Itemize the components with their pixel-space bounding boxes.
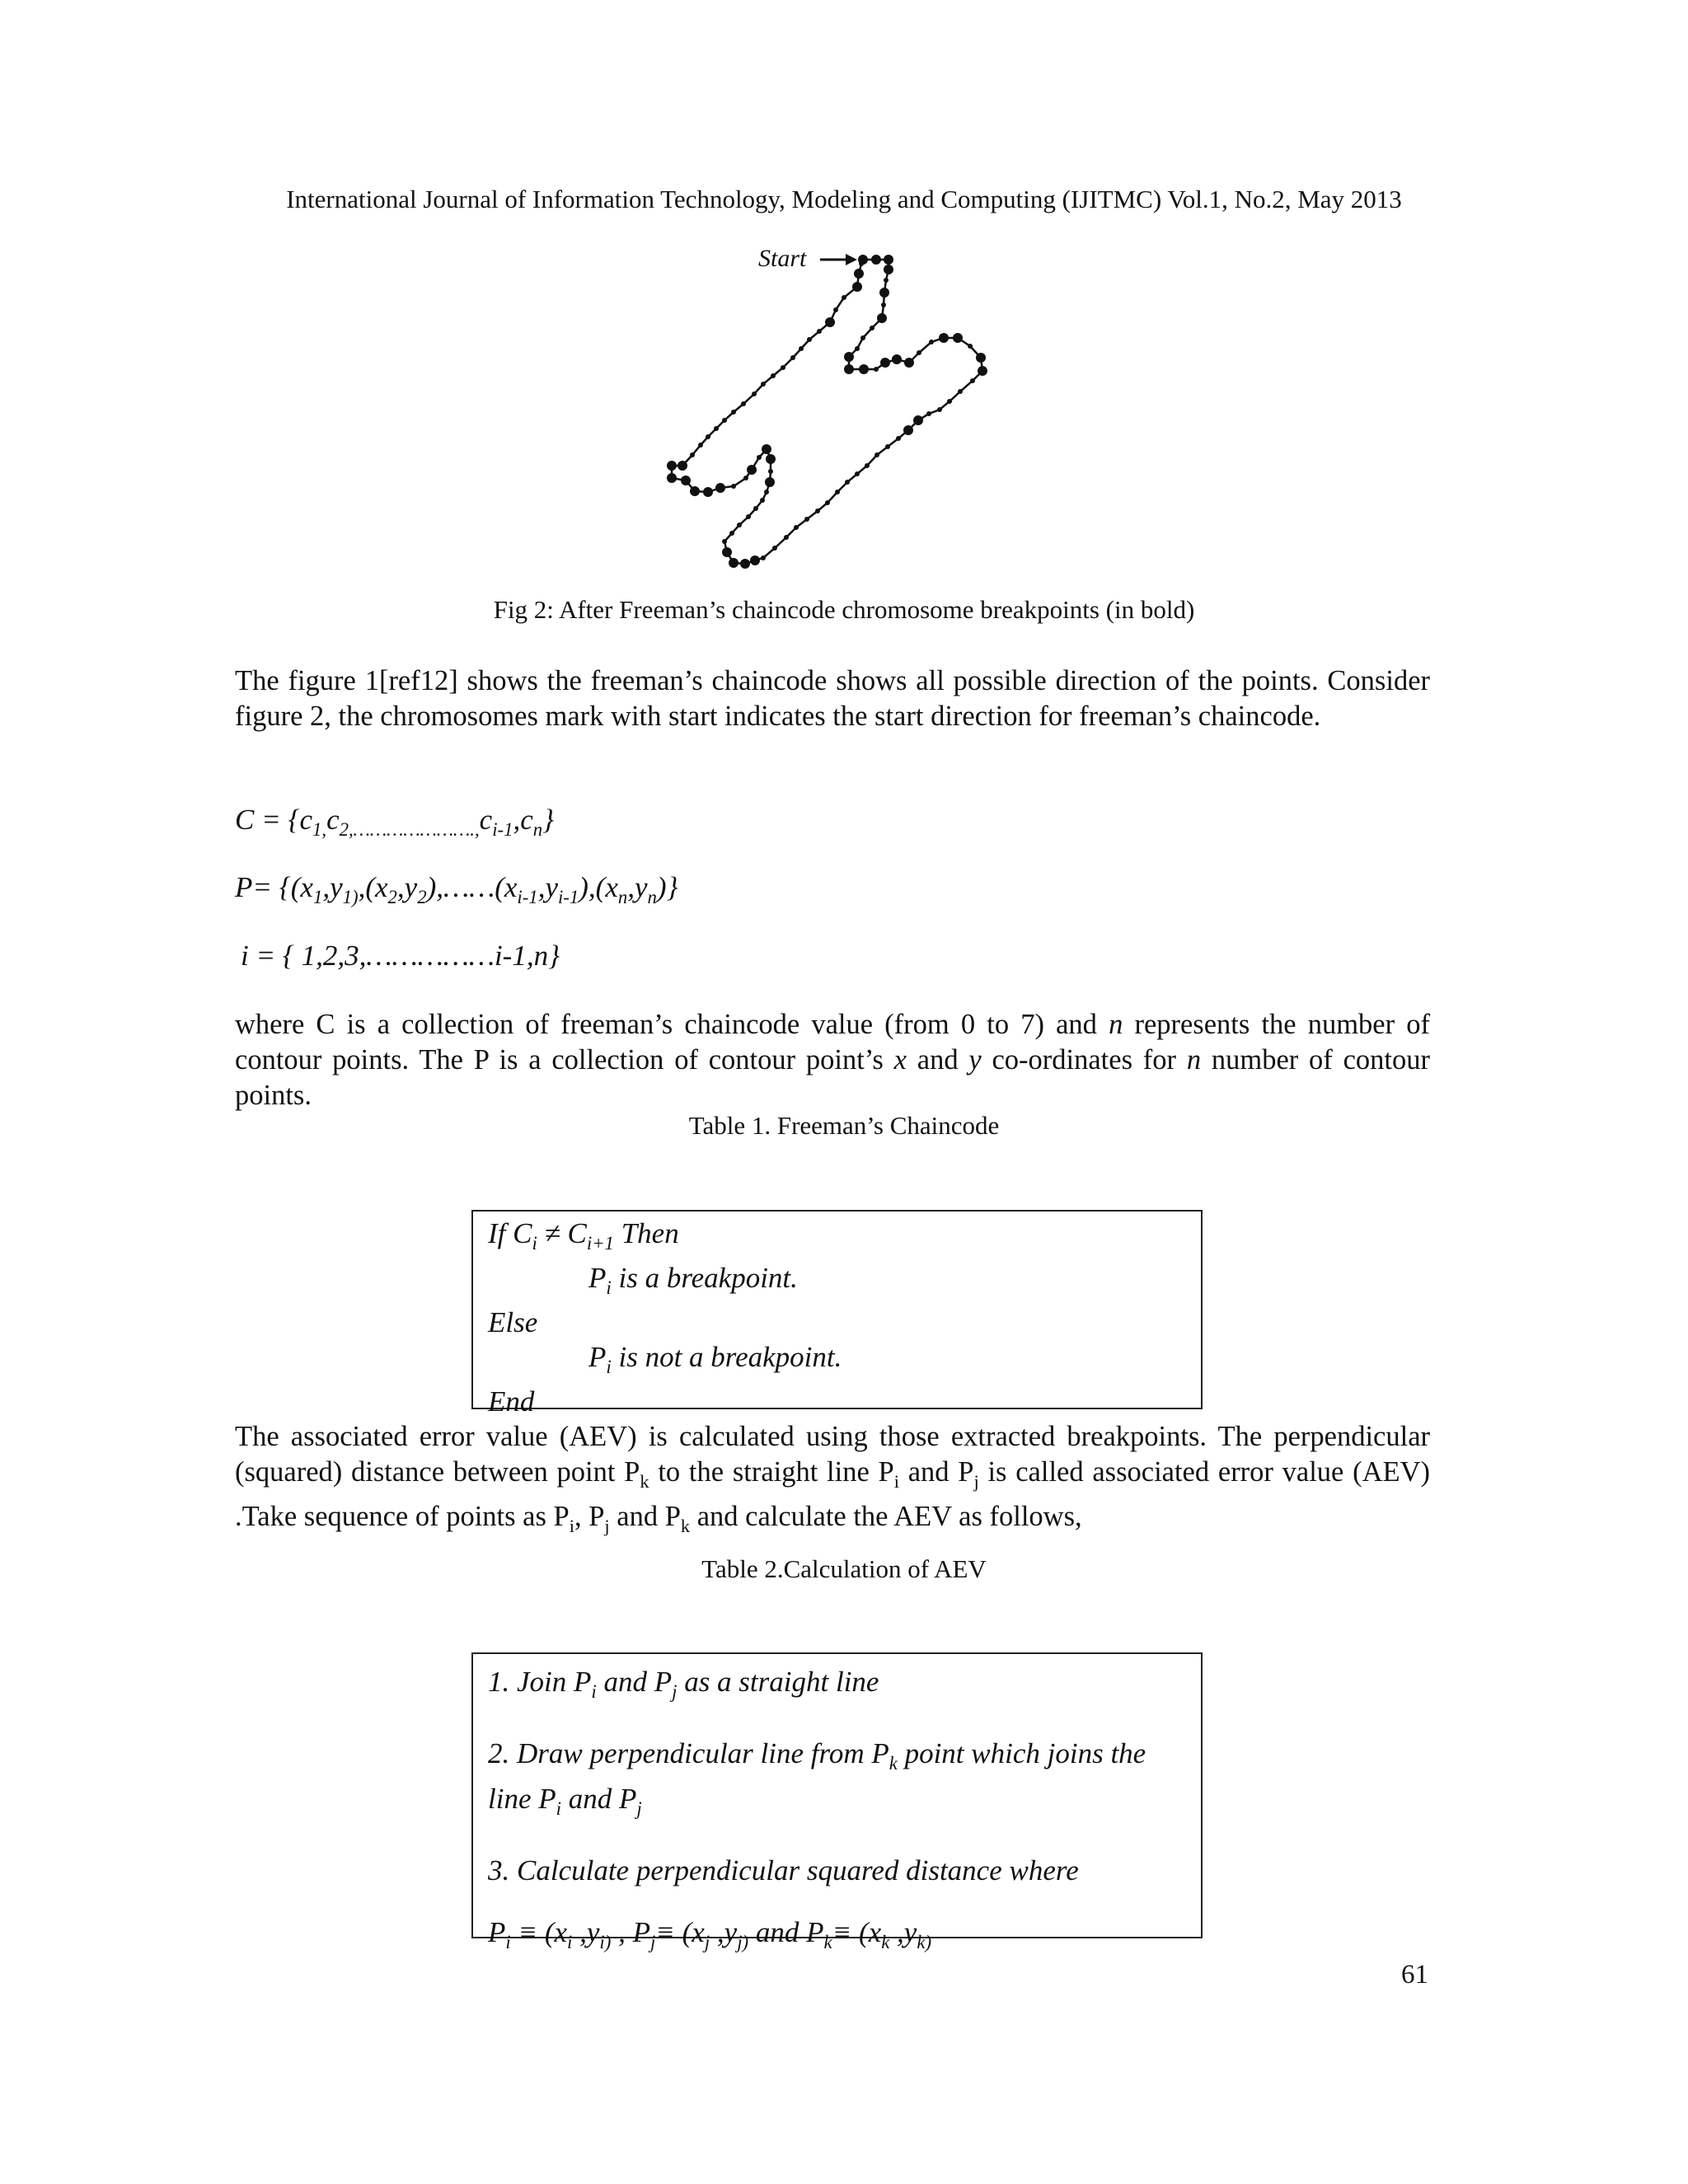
table1-if-line: If $C_i \ne C_{i+1}$ Then xyxy=(488,1217,679,1254)
equation-c: $C = \{c_{1,}c_{2,\dots\dots\dots\dots\dots\dots\dots.,}c_{i-1},c_n\}$ xyxy=(235,804,555,840)
table1-end-line: End xyxy=(488,1385,535,1418)
equation-i: i = { 1,2,3,……………i-1,n} xyxy=(241,940,560,972)
table1-title: Table 1. Freeman’s Chaincode xyxy=(688,1111,1000,1140)
equation-p: $P= \{(x_1,y_{1)},(x_2,y_2),\dots\dots(x_{i-1},y_{i-1}),(x_n,y_n)\}$ xyxy=(235,871,678,907)
table2-step4: $P_i \equiv (x_i$ $,y_{i)}$ , $P_j\equiv (x_j$ $,y_{j)}$ and $P_k\equiv (x_k$ $,y_{k)}$ xyxy=(488,1916,932,1952)
table2-step2: 2. Draw perpendicular line from $P_k$ point which joins the line $P_i$ and $P_j$ xyxy=(488,1737,1146,1819)
table2-title: Table 2.Calculation of AEV xyxy=(701,1554,987,1583)
journal-header: International Journal of Information Technology, Modeling and Computing (IJITMC) Vol.1, No.2, May 2013 xyxy=(286,185,1402,213)
start-arrow xyxy=(820,254,857,265)
table2-box xyxy=(471,1652,1203,1952)
figure-caption: Fig 2: After Freeman’s chaincode chromosome breakpoints (in bold) xyxy=(493,595,1195,624)
paragraph-aev: The associated error value (AEV) is calculated using those extracted breakpoints. The perpendicular (squared) distance between point $P_k$ to the straight line $P_i$ and $P_j$ is called associated error value (AEV) .Take sequence of points as $P_i$, $P_j$ and $P_k$ and calculate the AEV as follows, xyxy=(235,1421,1431,1536)
table2-step3: 3. Calculate perpendicular squared distance where xyxy=(488,1854,1079,1886)
chromosome-contour xyxy=(672,260,982,564)
table1-breakpoint-line: $P_i$ is a breakpoint. xyxy=(588,1262,798,1298)
table1-not-breakpoint-line: $P_i$ is not a breakpoint. xyxy=(588,1341,842,1377)
start-label: Start xyxy=(758,245,807,272)
table1-box xyxy=(471,1210,1203,1418)
chaincode-figure xyxy=(643,235,1022,581)
contour-points xyxy=(690,261,975,560)
table1-else-line: Else xyxy=(488,1306,538,1338)
paragraph-definitions: where C is a collection of freeman’s chaincode value (from 0 to 7) and n represents the number of contour points. The P is a collection of contour point’s x and y co-ordinates for n number of contour points. xyxy=(235,1009,1430,1111)
paragraph-intro: The figure 1[ref12] shows the freeman’s chaincode shows all possible direction of the points. Consider figure 2, the chromosomes mark with start indicates the start direction for freeman’s chaincode. xyxy=(235,665,1430,732)
page-number: 61 xyxy=(1401,1960,1428,1990)
table2-step1: 1. Join $P_i$ and $P_j$ as a straight line xyxy=(488,1666,879,1702)
